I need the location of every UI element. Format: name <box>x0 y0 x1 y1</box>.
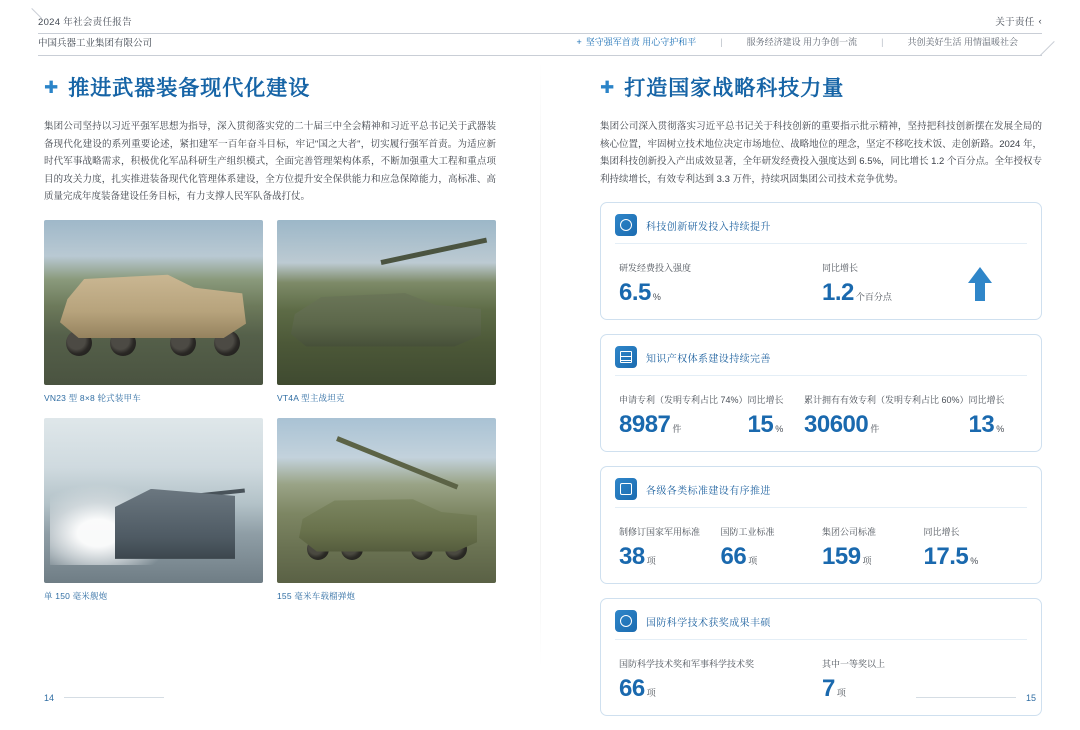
card-header <box>601 599 1041 641</box>
muzzle-smoke <box>50 485 170 565</box>
stat-value-group <box>822 281 1025 305</box>
figure-item <box>277 418 496 602</box>
stat-item <box>721 525 823 569</box>
right-page-content <box>600 72 1042 730</box>
right-section-title: 打造国家战略科技力量 <box>624 77 845 100</box>
left-section-title: 推进武器装备现代化建设 <box>68 77 311 100</box>
stat-unit: 项 <box>646 688 656 699</box>
stat-label: 集团公司标准 <box>822 527 877 538</box>
stat-item <box>804 393 969 437</box>
card-divider <box>615 375 1027 376</box>
stat-value: 30600 <box>804 411 869 439</box>
stat-unit: % <box>652 292 661 303</box>
stat-value-group <box>822 545 924 569</box>
figure-item <box>277 220 496 404</box>
right-body-paragraph: 集团公司深入贯彻落实习近平总书记关于科技创新的重要指示批示精神，坚持把科技创新摆在发展全局的核心位置，牢固树立技术地位决定市场地位、战略地位的理念，坚定不移吃技术饭、走创新路。2024 年，集团科技创新投入产出成效显著，全年研发经费投入强度达到 6.5%，同比增长 1.2 个百分点。全年授权专利持续增长，有效专利达到 3.3 万件，持续巩固集团公司技术竞争优势。 <box>600 121 1042 185</box>
stat-value: 7 <box>822 675 835 703</box>
stat-label: 国防科学技术奖和军事科学技术奖 <box>619 659 755 670</box>
stat-unit: 个百分点 <box>855 292 892 303</box>
standard-icon <box>615 478 637 500</box>
stat-unit: 项 <box>646 556 656 567</box>
stat-label: 研发经费投入强度 <box>619 263 692 274</box>
page-number-left: 14 <box>44 693 55 703</box>
stat-label: 同比增长 <box>968 395 1005 406</box>
card-header <box>601 203 1041 245</box>
header-top-row <box>38 14 1042 34</box>
stat-unit: 件 <box>870 424 880 435</box>
stat-label: 同比增长 <box>822 263 859 274</box>
photo-armored-vehicle <box>44 220 263 385</box>
stat-item <box>748 393 804 437</box>
nav-item-0-label: 坚守强军首责 用心守护和平 <box>585 37 697 47</box>
stat-unit: % <box>996 424 1005 435</box>
gun-barrel <box>159 488 245 501</box>
stat-value-group <box>619 281 822 305</box>
report-title: 2024 年社会责任报告 <box>38 17 132 28</box>
stat-label: 其中一等奖以上 <box>822 659 886 670</box>
stat-value-group <box>969 413 1025 437</box>
card-divider <box>615 243 1027 244</box>
stat-value-group <box>748 413 804 437</box>
page-gutter <box>540 60 541 669</box>
card-title: 知识产权体系建设持续完善 <box>646 353 771 365</box>
company-name: 中国兵器工业集团有限公司 <box>38 38 153 49</box>
howitzer-barrel <box>336 436 458 489</box>
photo-naval-gun <box>44 418 263 583</box>
figure-item <box>44 418 263 602</box>
nav-separator: | <box>720 36 723 47</box>
left-body-paragraph: 集团公司坚持以习近平强军思想为指导，深入贯彻落实党的二十届三中全会精神和习近平总书记关于武器装备现代化建设的系列重要论述，紧扣建军一百年奋斗目标，牢记"国之大者"，切实履行强军首责。为适应新时代军事战略需求，积极优化军品科研生产组织模式，全面完善管理架构体系，不断加强重大工程和重点项目的攻关力度，扎实推进装备现代化管理体系建设，全方位提升安全保供能力和应急保障能力，高标准、高质量完成年度装备建设任务目标，有力支撑人民军队备战打仗。 <box>44 121 496 203</box>
stat-unit: % <box>775 424 784 435</box>
right-section-heading <box>600 72 1042 102</box>
left-page-content <box>44 72 496 602</box>
stat-card-innovation <box>600 202 1042 320</box>
card-header <box>601 467 1041 509</box>
stat-card-standards <box>600 466 1042 584</box>
stat-label: 累计拥有有效专利（发明专利占比 60%） <box>804 395 969 406</box>
stat-value-group <box>721 545 823 569</box>
left-image-grid <box>44 220 496 602</box>
arrow-up-icon <box>967 267 993 301</box>
photo-truck-howitzer <box>277 418 496 583</box>
card-stats <box>601 641 1041 701</box>
wheel-group <box>66 330 242 356</box>
stat-item <box>619 261 822 305</box>
nav-item-0[interactable] <box>553 35 721 48</box>
stat-unit: 项 <box>862 556 872 567</box>
figure-item <box>44 220 263 404</box>
stat-value: 6.5 <box>619 279 651 307</box>
stat-unit: 项 <box>748 556 758 567</box>
figure-caption: 单 150 毫米舰炮 <box>44 590 108 601</box>
nav-item-1-label: 服务经济建设 用力争创一流 <box>746 37 858 47</box>
stat-item <box>822 657 1025 701</box>
stat-value: 66 <box>619 675 645 703</box>
stat-value: 8987 <box>619 411 671 439</box>
stat-value: 17.5 <box>923 543 969 571</box>
card-title: 科技创新研发投入持续提升 <box>646 221 771 233</box>
card-header <box>601 335 1041 377</box>
footer-rule-left <box>64 697 164 698</box>
header-section-right <box>995 14 1042 28</box>
stat-value-group <box>619 677 822 701</box>
page-number-right: 15 <box>1025 693 1036 703</box>
plus-icon: + <box>576 36 582 47</box>
stat-value: 38 <box>619 543 645 571</box>
stat-value: 159 <box>822 543 861 571</box>
stat-unit: 项 <box>836 688 846 699</box>
stat-item <box>619 525 721 569</box>
stat-card-patent <box>600 334 1042 452</box>
header-section-label: 关于责任 <box>995 17 1035 28</box>
stat-item <box>619 393 748 437</box>
plus-icon: ✚ <box>600 77 615 97</box>
stat-label: 同比增长 <box>747 395 784 406</box>
stat-item <box>822 261 1025 305</box>
stat-value-group <box>619 545 721 569</box>
stat-unit: 件 <box>672 424 682 435</box>
header-second-row <box>38 35 1042 56</box>
stat-value-group <box>804 413 969 437</box>
stat-value: 15 <box>747 411 774 439</box>
footer-rule-right <box>916 697 1016 698</box>
stat-label: 同比增长 <box>923 527 960 538</box>
wheel-group <box>307 538 467 560</box>
card-divider <box>615 639 1027 640</box>
nav-item-2[interactable] <box>883 35 1042 48</box>
award-icon <box>615 610 637 632</box>
stat-value: 66 <box>720 543 747 571</box>
figure-caption: VN23 型 8×8 轮式装甲车 <box>44 392 141 403</box>
stat-item <box>969 393 1025 437</box>
patent-icon <box>615 346 637 368</box>
stat-item <box>822 525 924 569</box>
stat-value-group <box>924 545 1026 569</box>
stat-label: 国防工业标准 <box>720 527 775 538</box>
nav-separator: | <box>881 36 884 47</box>
card-stats <box>601 377 1041 437</box>
card-title: 国防科学技术获奖成果丰硕 <box>646 617 771 629</box>
stat-item <box>924 525 1026 569</box>
page-corner-decoration-right <box>1040 41 1069 70</box>
left-section-heading <box>44 72 496 102</box>
header-nav <box>553 35 1043 48</box>
nav-item-1[interactable] <box>723 35 882 48</box>
tank-barrel <box>380 237 487 264</box>
plus-icon: ✚ <box>44 77 59 97</box>
figure-caption: VT4A 型主战坦克 <box>277 392 345 403</box>
card-stats <box>601 509 1041 569</box>
stat-item <box>619 657 822 701</box>
card-divider <box>615 507 1027 508</box>
stat-value-group <box>619 413 748 437</box>
stat-label: 申请专利（发明专利占比 74%） <box>619 395 748 406</box>
nav-item-2-label: 共创美好生活 用情温暖社会 <box>907 37 1018 47</box>
chevron-left-icon: ‹ <box>1038 15 1042 27</box>
card-title: 各级各类标准建设有序推进 <box>646 485 771 497</box>
stat-value: 13 <box>968 411 995 439</box>
stat-unit: % <box>970 556 979 567</box>
stat-card-awards <box>600 598 1042 716</box>
photo-main-battle-tank <box>277 220 496 385</box>
figure-caption: 155 毫米车载榴弹炮 <box>277 590 356 601</box>
innovation-icon <box>615 214 637 236</box>
stat-value: 1.2 <box>822 279 854 307</box>
stat-label: 制修订国家军用标准 <box>619 527 701 538</box>
